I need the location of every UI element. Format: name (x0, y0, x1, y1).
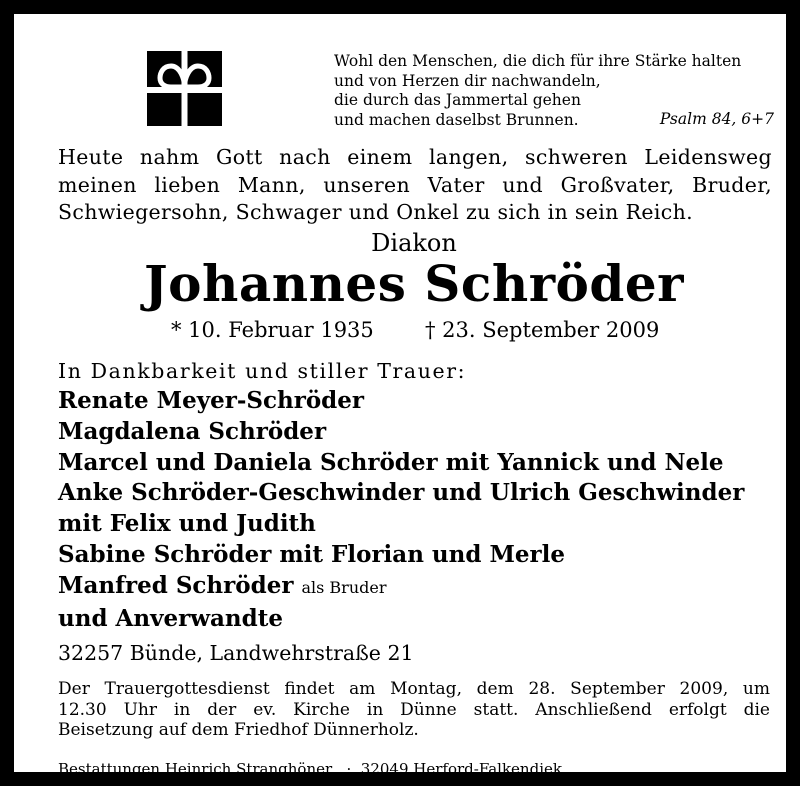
psalm-line: und von Herzen dir nachwandeln, (334, 71, 601, 90)
funeral-home (58, 760, 562, 778)
mourner-name: Renate Meyer-Schröder (58, 387, 365, 414)
death-date: † 23. September 2009 (425, 318, 660, 342)
mourner-name: Marcel und Daniela Schröder mit Yannick und Nele (58, 448, 724, 476)
psalm-quote (334, 52, 774, 130)
service-line: Der Trauergottesdienst findet am Montag, dem 28. September 2009, um (58, 679, 770, 699)
family-address: 32257 Bünde, Landwehrstraße 21 (58, 641, 414, 665)
mourner-name: mit Felix und Judith (58, 510, 316, 538)
service-line: 12.30 Uhr in der ev. Kirche in Dünne statt. Anschließend erfolgt die (58, 699, 770, 720)
mourner-name: Manfred Schröder (58, 571, 294, 599)
psalm-reference: Psalm 84, 6+7 (659, 110, 774, 128)
intro-line: Schwiegersohn, Schwager und Onkel zu sich in sein Reich. (58, 200, 693, 224)
intro-text (58, 144, 772, 227)
mourner-name: Magdalena Schröder (58, 417, 327, 445)
mourner-relation: als Bruder (301, 577, 387, 597)
psalm-line: und machen daselbst Brunnen. (334, 110, 579, 129)
mourner-name: Sabine Schröder mit Florian und Merle (58, 540, 566, 568)
service-notice (58, 679, 770, 741)
psalm-line: die durch das Jammertal gehen (334, 91, 581, 109)
funeral-home-location: 32049 Herford-Falkendiek (360, 760, 562, 778)
deceased-role: Diakon (371, 229, 457, 257)
mourners-heading: In Dankbarkeit und stiller Trauer: (58, 359, 467, 383)
mourner-row (58, 571, 788, 604)
deceased-name: Johannes Schröder (143, 254, 685, 313)
separator-dot: · (346, 760, 352, 778)
intro-line: meinen lieben Mann, unseren Vater und Großvater, Bruder, (58, 172, 772, 197)
funeral-home-name: Bestattungen Heinrich Stranghöner (58, 760, 333, 778)
mourner-name: Anke Schröder-Geschwinder und Ulrich Geschwinder (58, 479, 745, 507)
psalm-line: Wohl den Menschen, die dich für ihre Stärke halten (334, 52, 742, 70)
diakonie-cross-icon (147, 51, 222, 126)
service-line: Beisetzung auf dem Friedhof Dünnerholz. (58, 720, 419, 740)
birth-date: * 10. Februar 1935 (171, 318, 374, 342)
mourner-name: und Anverwandte (58, 604, 283, 632)
intro-line: Heute nahm Gott nach einem langen, schweren Leidensweg (58, 145, 772, 169)
mourners-list (58, 386, 788, 634)
